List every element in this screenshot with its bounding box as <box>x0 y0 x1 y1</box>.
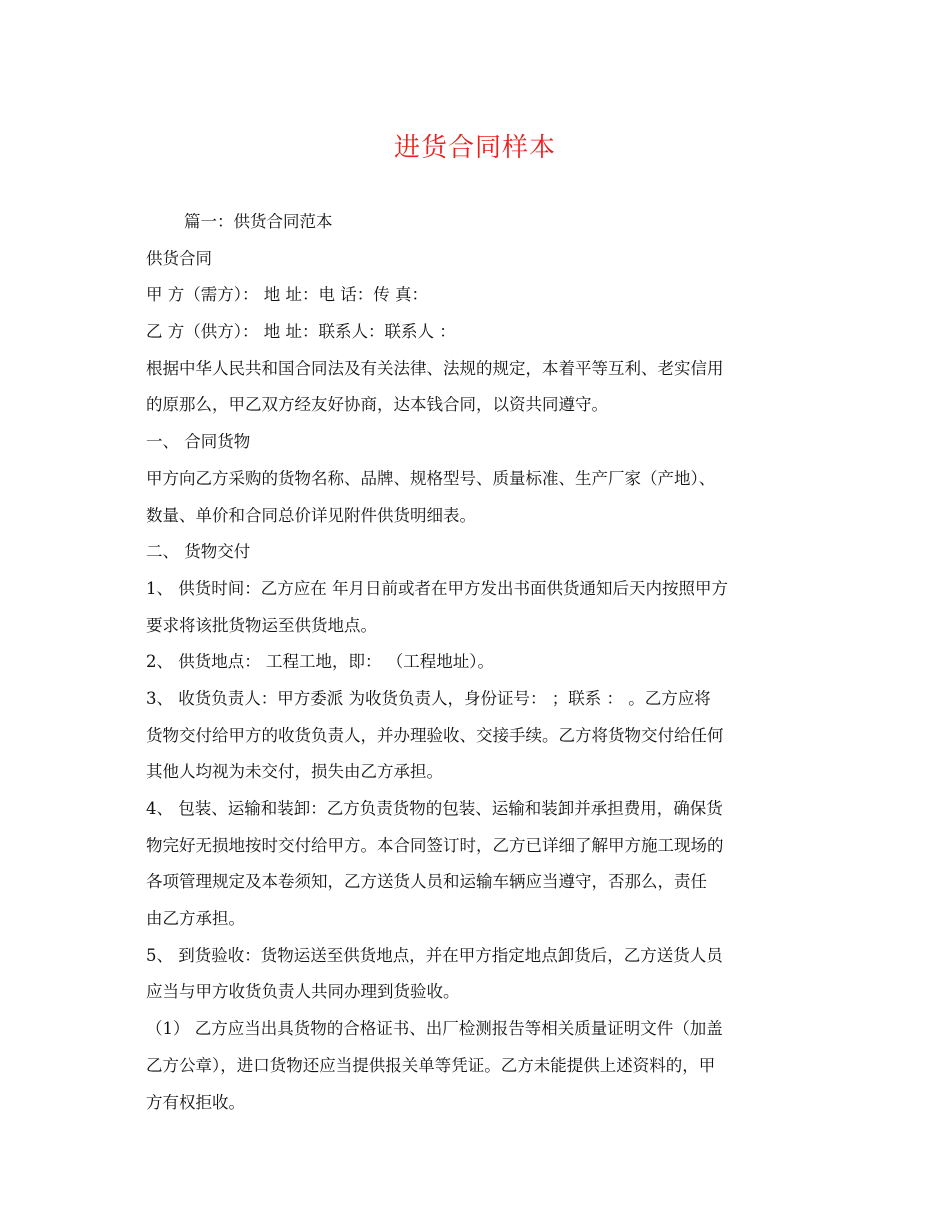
paragraph-line: 应当与甲方收货负责人共同办理到货验收。 <box>146 982 460 1002</box>
paragraph-line: 3、 收货负责人：甲方委派 为收货负责人，身份证号： ；联系 ： 。乙方应将 <box>146 688 711 708</box>
paragraph-line: 5、 到货验收：货物运送至供货地点，并在甲方指定地点卸货后，乙方送货人员 <box>146 945 723 965</box>
document-title: 进货合同样本 <box>393 133 556 163</box>
paragraph-line: 甲方向乙方采购的货物名称、品牌、规格型号、质量标准、生产厂家（产地）、 <box>146 468 716 488</box>
paragraph-line: 要求将该批货物运至供货地点。 <box>146 615 377 635</box>
paragraph-line: 根据中华人民共和国合同法及有关法律、法规的规定，本着平等互利、老实信用 <box>146 358 724 378</box>
document-body <box>146 204 816 1121</box>
paragraph-line: 物完好无损地按时交付给甲方。本合同签订时，乙方已详细了解甲方施工现场的 <box>146 835 724 855</box>
paragraph-line: 方有权拒收。 <box>146 1092 245 1112</box>
party-b-line: 乙 方（供方）： 地 址：联系人：联系人 ： <box>146 322 456 342</box>
paragraph-line: 其他人均视为未交付，损失由乙方承担。 <box>146 762 443 782</box>
paragraph-line: 货物交付给甲方的收货负责人，并办理验收、交接手续。乙方将货物交付给任何 <box>146 725 724 745</box>
paragraph-line: 1、 供货时间：乙方应在 年月日前或者在甲方发出书面供货通知后天内按照甲方 <box>146 578 728 598</box>
section-heading: 篇一：供货合同范本 <box>184 212 333 231</box>
paragraph-line: 数量、单价和合同总价详见附件供货明细表。 <box>146 505 476 525</box>
contract-name: 供货合同 <box>146 248 212 268</box>
clause-heading: 二、 货物交付 <box>146 542 251 562</box>
paragraph-line: 乙方公章），进口货物还应当提供报关单等凭证。乙方未能提供上述资料的，甲 <box>146 1055 716 1075</box>
paragraph-line: 4、 包装、运输和装卸：乙方负责货物的包装、运输和装卸并承担费用，确保货 <box>146 799 723 818</box>
paragraph-line: 各项管理规定及本卷须知，乙方送货人员和运输车辆应当遵守，否那么，责任 <box>146 872 707 892</box>
paragraph-line: 2、 供货地点： 工程工地，即： （工程地址）。 <box>146 652 494 672</box>
clause-heading: 一、 合同货物 <box>146 432 251 452</box>
paragraph-line: 由乙方承担。 <box>146 909 245 929</box>
party-a-line: 甲 方（需方）： 地 址：电 话：传 真： <box>146 285 428 305</box>
paragraph-line: （1） 乙方应当出具货物的合格证书、出厂检测报告等相关质量证明文件（加盖 <box>146 1019 723 1039</box>
paragraph-line: 的原那么，甲乙双方经友好协商，达本钱合同，以资共同遵守。 <box>146 395 608 415</box>
